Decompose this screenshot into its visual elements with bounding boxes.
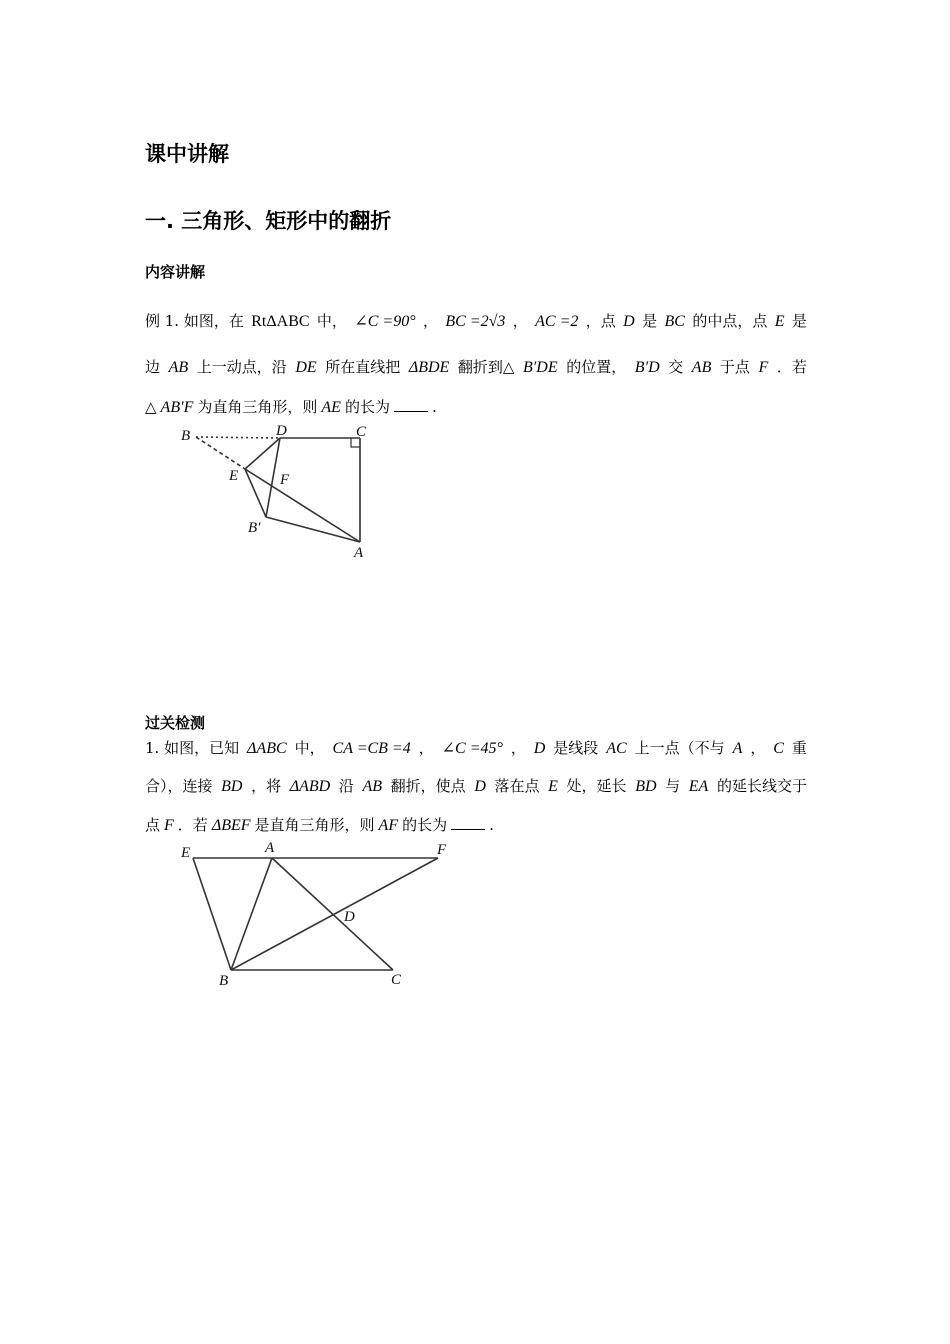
text: ．若 [177, 816, 208, 834]
section-heading: 一. 三角形、矩形中的翻折 [145, 209, 392, 233]
text: ，将 [251, 777, 282, 795]
text: 的延长线交于 [716, 777, 807, 795]
text: 合），连接 [145, 777, 213, 795]
label-E: E [229, 468, 239, 484]
label-F: F [280, 472, 290, 488]
math: C [773, 740, 784, 757]
text: ， [512, 312, 528, 330]
text: ， [418, 739, 434, 757]
label-C: C [391, 972, 402, 988]
math: B′DE [523, 359, 558, 376]
label-B-prime: B′ [248, 520, 261, 536]
label-D: D [344, 909, 355, 925]
text: 是 [642, 312, 658, 330]
text: 处，延长 [566, 777, 627, 795]
label-C: C [356, 424, 367, 440]
math: AB [362, 778, 383, 795]
math: AC [606, 740, 627, 757]
text: 中， [316, 312, 347, 330]
label-E: E [181, 845, 191, 861]
lesson-heading: 课中讲解 [145, 142, 229, 166]
math: E [774, 313, 785, 330]
text: . [489, 816, 494, 834]
label-D: D [276, 423, 287, 439]
math: E [548, 778, 558, 795]
math: BD [221, 778, 243, 795]
text: ， [750, 739, 766, 757]
text: 例 1. 如图，在 [145, 312, 244, 330]
label-A: A [265, 840, 275, 856]
math: AE [321, 399, 341, 416]
math: BC =2√3 [445, 313, 506, 330]
text: 的长为 [402, 816, 448, 834]
text: 为直角三角形，则 [197, 398, 318, 416]
text: 上一点（不与 [634, 739, 725, 757]
math: DE [295, 359, 317, 376]
text: 重 [791, 739, 807, 757]
segment-BF [231, 858, 438, 970]
math: ΔABD [289, 778, 331, 795]
math: AB [168, 359, 189, 376]
text: 的中点，点 [692, 312, 768, 330]
math: BD [635, 778, 657, 795]
text: 落在点 [494, 777, 540, 795]
math: ΔABC [247, 740, 287, 757]
math: CA =CB =4 [332, 740, 411, 757]
content-explanation-heading: 内容讲解 [145, 263, 206, 281]
math: F [758, 359, 769, 376]
text: 翻折到△ [457, 358, 515, 376]
segment-EB [193, 858, 231, 970]
text: 于点 [719, 358, 750, 376]
text: 交 [668, 358, 684, 376]
text: 1. 如图，已知 [145, 739, 240, 757]
text: ， [510, 739, 526, 757]
math: EA [688, 778, 709, 795]
text: 翻折，使点 [390, 777, 466, 795]
math: AC =2 [535, 313, 579, 330]
math: B′D [634, 359, 660, 376]
text: △ [145, 398, 157, 416]
text: 是直角三角形，则 [254, 816, 375, 834]
math: D [474, 778, 486, 795]
text: 与 [665, 777, 681, 795]
math: ΔBDE [408, 359, 450, 376]
segment-AC [272, 858, 393, 970]
text: ，点 [585, 312, 616, 330]
text: 上一动点，沿 [196, 358, 287, 376]
label-B: B [219, 973, 229, 989]
text: 是 [791, 312, 807, 330]
math: D [623, 313, 635, 330]
text: 中， [294, 739, 325, 757]
text: 的长为 [344, 398, 390, 416]
text: . [431, 398, 437, 416]
math: D [533, 740, 546, 757]
segment-AB [231, 858, 272, 970]
label-F: F [437, 842, 447, 858]
math: A [732, 740, 743, 757]
math: ΔBEF [211, 817, 251, 834]
text: ．若 [776, 358, 807, 376]
math: ∠C =45° [441, 740, 503, 757]
text: 沿 [338, 777, 354, 795]
text: 的位置， [566, 358, 627, 376]
math: ∠C =90° [354, 313, 416, 330]
check-heading: 过关检测 [145, 714, 206, 732]
math: RtΔABC [251, 313, 310, 330]
text: 所在直线把 [325, 358, 401, 376]
label-A: A [354, 545, 364, 561]
math: F [164, 817, 174, 834]
math: AB [691, 359, 712, 376]
math: AF [378, 817, 399, 834]
text: ， [422, 312, 438, 330]
text: 边 [145, 358, 161, 376]
math: BC [664, 313, 685, 330]
text: 是线段 [553, 739, 599, 757]
text: 点 [145, 816, 161, 834]
label-B: B [181, 428, 191, 444]
math: AB′F [160, 399, 194, 416]
